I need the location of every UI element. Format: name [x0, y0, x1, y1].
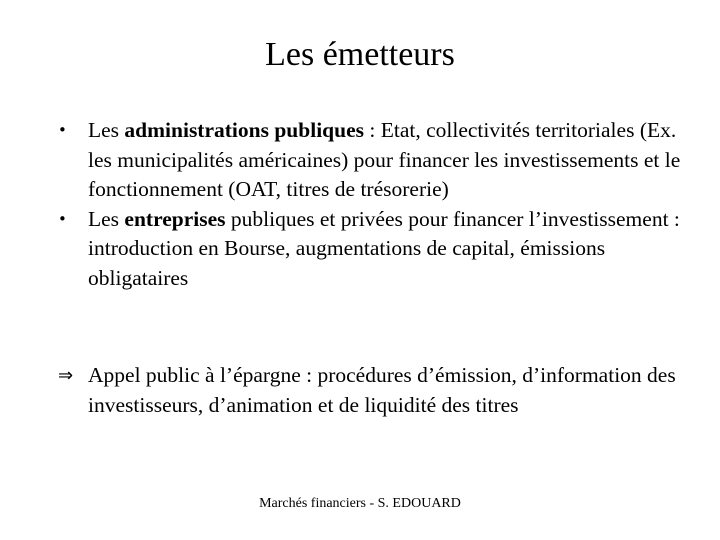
bullet-prefix: Les [88, 118, 125, 142]
conclusion-paragraph [58, 361, 720, 420]
bullet-item-companies [58, 205, 698, 294]
bullet-text: : Etat, collectivités territoriales (Ex. les municipalités américaines) pour financer les investissements et le fonctionnement (OAT, titres de trésorerie) [88, 118, 681, 201]
conclusion-text: Appel public à l’épargne : procédures d’émission, d’information des investisseurs, d’animation et de liquidité des titres [88, 363, 676, 417]
bullet-prefix: Les [88, 206, 125, 231]
bullet-item-public-administrations [58, 116, 698, 205]
slide-footer: Marchés financiers - S. EDOUARD [259, 496, 461, 511]
bullet-emphasis: entreprises [124, 206, 226, 231]
bullet-emphasis: administrations publiques [124, 118, 364, 142]
implies-arrow-icon: ⇒ [58, 365, 74, 386]
slide-title: Les émetteurs [265, 36, 455, 73]
bullet-dot-icon: • [58, 121, 67, 139]
bullet-list [58, 116, 698, 293]
bullet-dot-icon: • [58, 209, 67, 228]
bullet-text: publiques et privées pour financer l’investissement : introduction en Bourse, augmentations de capital, émissions obligataires [88, 206, 680, 290]
